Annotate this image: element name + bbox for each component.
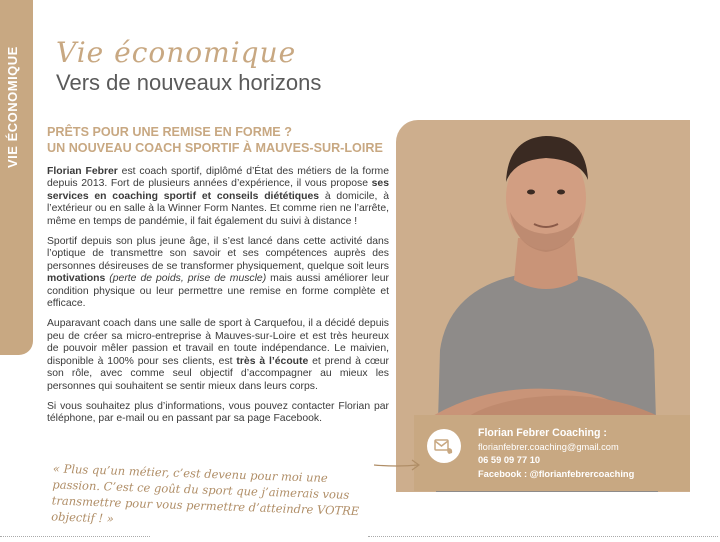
p1-bold: ses services en coaching sportif et conseils diététiques (47, 178, 389, 202)
p3-bold: très à l’écoute (236, 355, 309, 367)
p3-text-a: Auparavant coach dans une salle de sport à Carquefou, il a décidé depuis peu de créer sa micro-entreprise à Mauves-sur-Loire et est très heureux de pouvoir mêler passion et travail en toute indépendance. Le maivien, disponible à 100% pour ses clients, est (47, 318, 389, 367)
paragraph-1 (47, 166, 389, 228)
contact-icon (427, 429, 461, 463)
paragraph-4: Si vous souhaitez plus d’informations, vous pouvez contacter Florian par téléphone, par e-mail ou en passant par sa page Facebook. (47, 400, 389, 425)
paragraph-3 (47, 318, 389, 392)
p2-text-b: mais aussi améliorer leur condition physique ou leur permettre une remise en forme complète et efficace. (47, 273, 389, 310)
p2-bold: motivations (47, 273, 106, 285)
paragraph-2 (47, 236, 389, 310)
p2-text-a: Sportif depuis son plus jeune âge, il s’est lancé dans cette activité dans l’optique de transmettre son savoir et ses compétences auprès des personnes désireuses de se transformer physiquement, quelque soit leurs (47, 236, 389, 272)
contact-box (414, 415, 690, 491)
contact-phone: 06 59 09 77 10 (478, 455, 541, 465)
article-headline (47, 124, 397, 156)
headline-line-1: PRÊTS POUR UNE REMISE EN FORME ? (47, 125, 292, 139)
p1-text-b: à domicile, à l’extérieur ou en salle à la Winner Form Nantes. Et comme rien ne l’arrête, même en temps de pandémie, il fait également du suivi à distance ! (47, 190, 389, 227)
section-tab (0, 0, 33, 355)
p3-text-b: et prend à cœur son rôle, avec comme seul objectif d’accompagner au mieux les personnes qui souhaitent se sentir mieux dans leurs corps. (47, 355, 389, 392)
coach-name: Florian Febrer (47, 166, 118, 177)
contact-email[interactable]: florianfebrer.coaching@gmail.com (478, 441, 619, 452)
headline-line-2: UN NOUVEAU COACH SPORTIF À MAUVES-SUR-LOIRE (47, 141, 383, 155)
section-subtitle: Vers de nouveaux horizons (56, 70, 322, 95)
contact-title: Florian Febrer Coaching : (478, 427, 607, 439)
divider-left (0, 536, 150, 537)
p2-italic: (perte de poids, prise de muscle) (105, 273, 267, 285)
pull-quote: « Plus qu’un métier, c’est devenu pour moi une passion. C’est ce goût du sport que j’aimerais vous transmettre pour vous permettre d’atteindre VOTRE objectif ! » (51, 461, 360, 526)
contact-facebook: Facebook : @florianfebrercoaching (478, 468, 635, 479)
arrow-right-icon (372, 455, 422, 477)
divider-right (368, 536, 718, 537)
section-label: VIE ÉCONOMIQUE (5, 46, 20, 168)
contact-details (478, 427, 634, 481)
p1-text-a: est coach sportif, diplômé d’État des métiers de la forme depuis 2013. Fort de plusieurs années d’expérience, il vous propose (47, 166, 389, 190)
section-title: Vie économique (56, 36, 297, 69)
article-body (47, 166, 389, 434)
